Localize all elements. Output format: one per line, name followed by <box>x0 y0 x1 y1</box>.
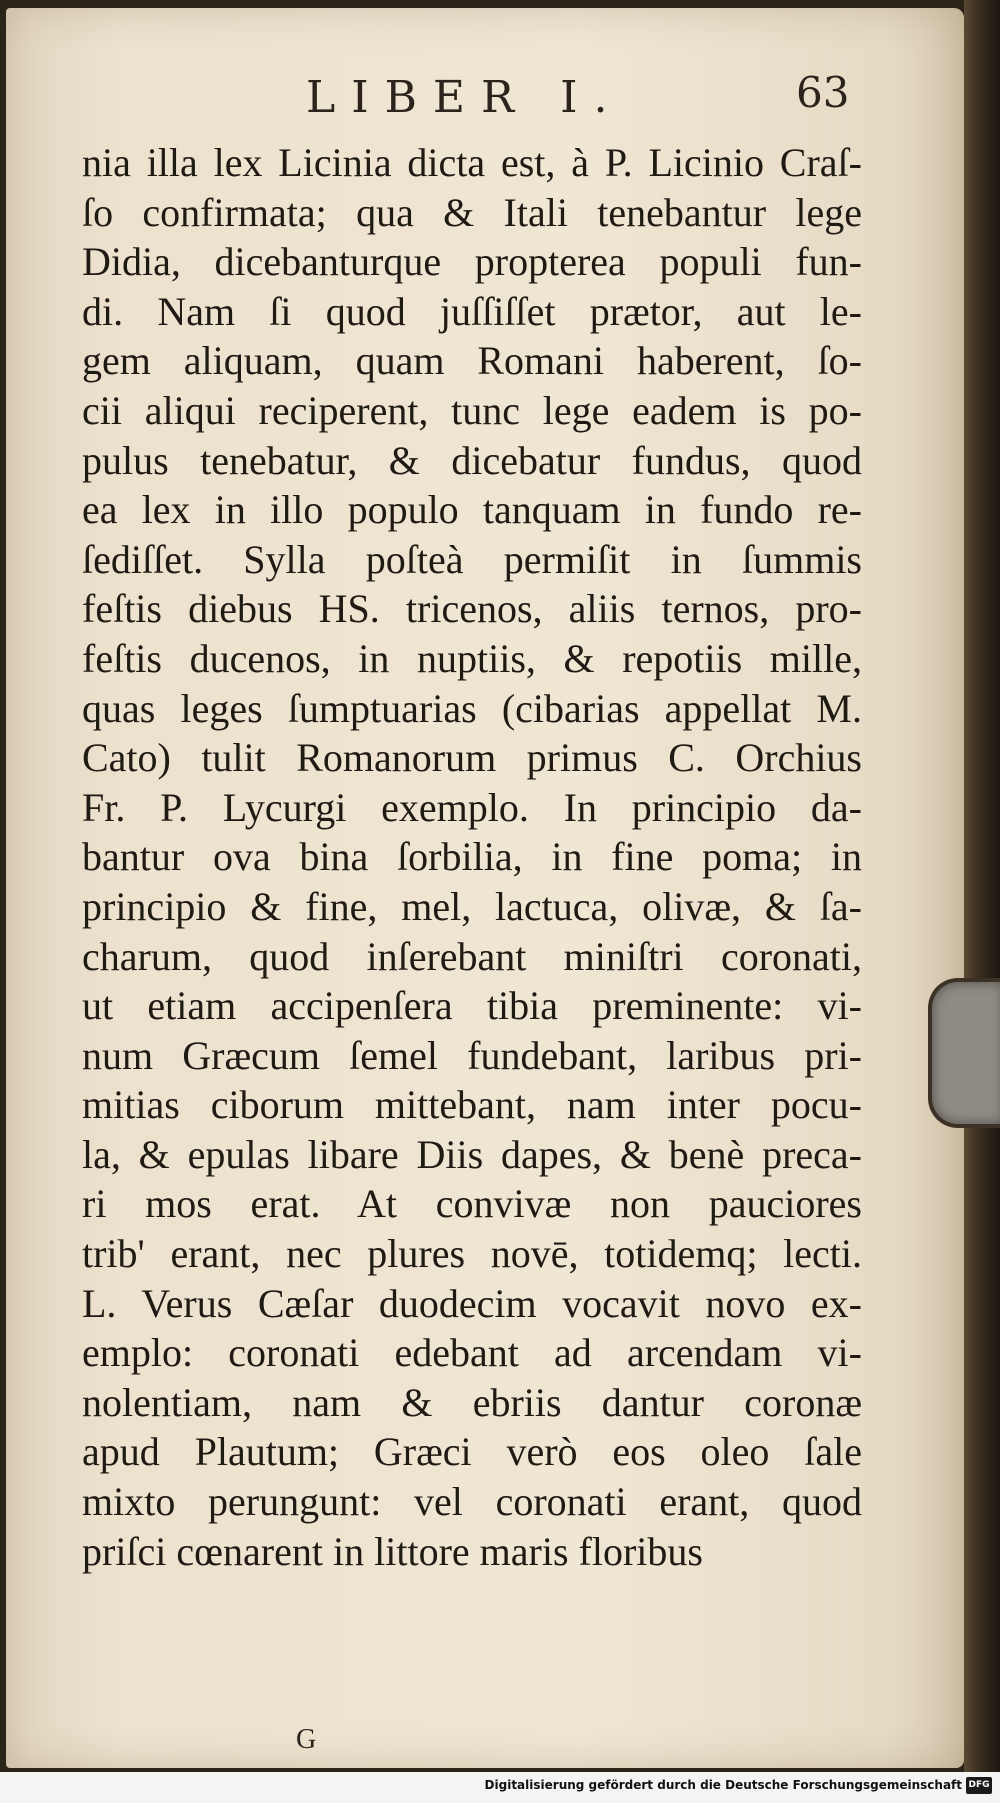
text-line: quas leges ſumptuarias (cibarias appellat M. <box>82 685 862 731</box>
text-line: ſo confirmata; qua & Itali tenebantur lege <box>82 189 862 235</box>
text-line: Fr. P. Lycurgi exemplo. In principio da- <box>82 784 862 830</box>
book-fore-edge <box>964 0 1000 1803</box>
text-line: la, & epulas libare Diis dapes, & benè preca- <box>82 1131 862 1177</box>
text-line: mitias ciborum mittebant, nam inter pocu- <box>82 1082 862 1128</box>
text-line: nolentiam, nam & ebriis dantur coronæ <box>82 1379 862 1425</box>
text-line: L. Verus Cæſar duodecim vocavit novo ex- <box>82 1280 862 1326</box>
text-line: num Græcum ſemel fundebant, laribus pri- <box>82 1032 862 1078</box>
text-line: Didia, dicebanturque propterea populi fun- <box>82 239 862 285</box>
page-number: 63 <box>796 68 850 117</box>
text-line: di. Nam ſi quod juſſiſſet prætor, aut le- <box>82 288 862 334</box>
text-line: cii aliqui reciperent, tunc lege eadem is po- <box>82 387 862 433</box>
text-line: feſtis diebus HS. tricenos, aliis ternos, pro- <box>82 586 862 632</box>
text-line: Cato) tulit Romanorum primus C. Orchius <box>82 735 862 781</box>
book-page <box>6 8 964 1768</box>
text-line: feſtis ducenos, in nuptiis, & repotiis mille, <box>82 635 862 681</box>
text-line: bantur ova bina ſorbilia, in fine poma; in <box>82 834 862 880</box>
book-clasp <box>928 978 1000 1128</box>
digitization-footer <box>0 1772 1000 1803</box>
text-line: apud Plautum; Græci verò eos oleo ſale <box>82 1429 862 1475</box>
text-line: ri mos erat. At convivæ non pauciores <box>82 1181 862 1227</box>
text-line: pulus tenebatur, & dicebatur fundus, quod <box>82 437 862 483</box>
body-text <box>82 138 862 1576</box>
text-line: principio & fine, mel, lactuca, olivæ, & ſa- <box>82 883 862 929</box>
text-line: nia illa lex Licinia dicta est, à P. Licinio Craſ- <box>82 140 862 185</box>
text-line: ut etiam accipenſera tibia preminente: vi- <box>82 983 862 1029</box>
dfg-logo-icon: DFG <box>966 1777 992 1794</box>
text-line: mixto perungunt: vel coronati erant, quod <box>82 1479 862 1525</box>
text-line: trib' erant, nec plures novē, totidemq; lecti. <box>82 1231 862 1277</box>
text-line: ſediſſet. Sylla poſteà permiſit in ſummis <box>82 536 862 582</box>
text-line: priſci cœnarent in littore maris floribus <box>82 1528 703 1574</box>
funding-credit: Digitalisierung gefördert durch die Deutsche Forschungsgemeinschaft <box>484 1778 962 1792</box>
text-line: ea lex in illo populo tanquam in fundo re- <box>82 487 862 533</box>
running-head: LIBER I. <box>306 72 624 123</box>
signature-mark: G <box>296 1724 317 1755</box>
text-line: emplo: coronati edebant ad arcendam vi- <box>82 1330 862 1376</box>
text-line: charum, quod inſerebant miniſtri coronati, <box>82 933 862 979</box>
text-line: gem aliquam, quam Romani haberent, ſo- <box>82 338 862 384</box>
